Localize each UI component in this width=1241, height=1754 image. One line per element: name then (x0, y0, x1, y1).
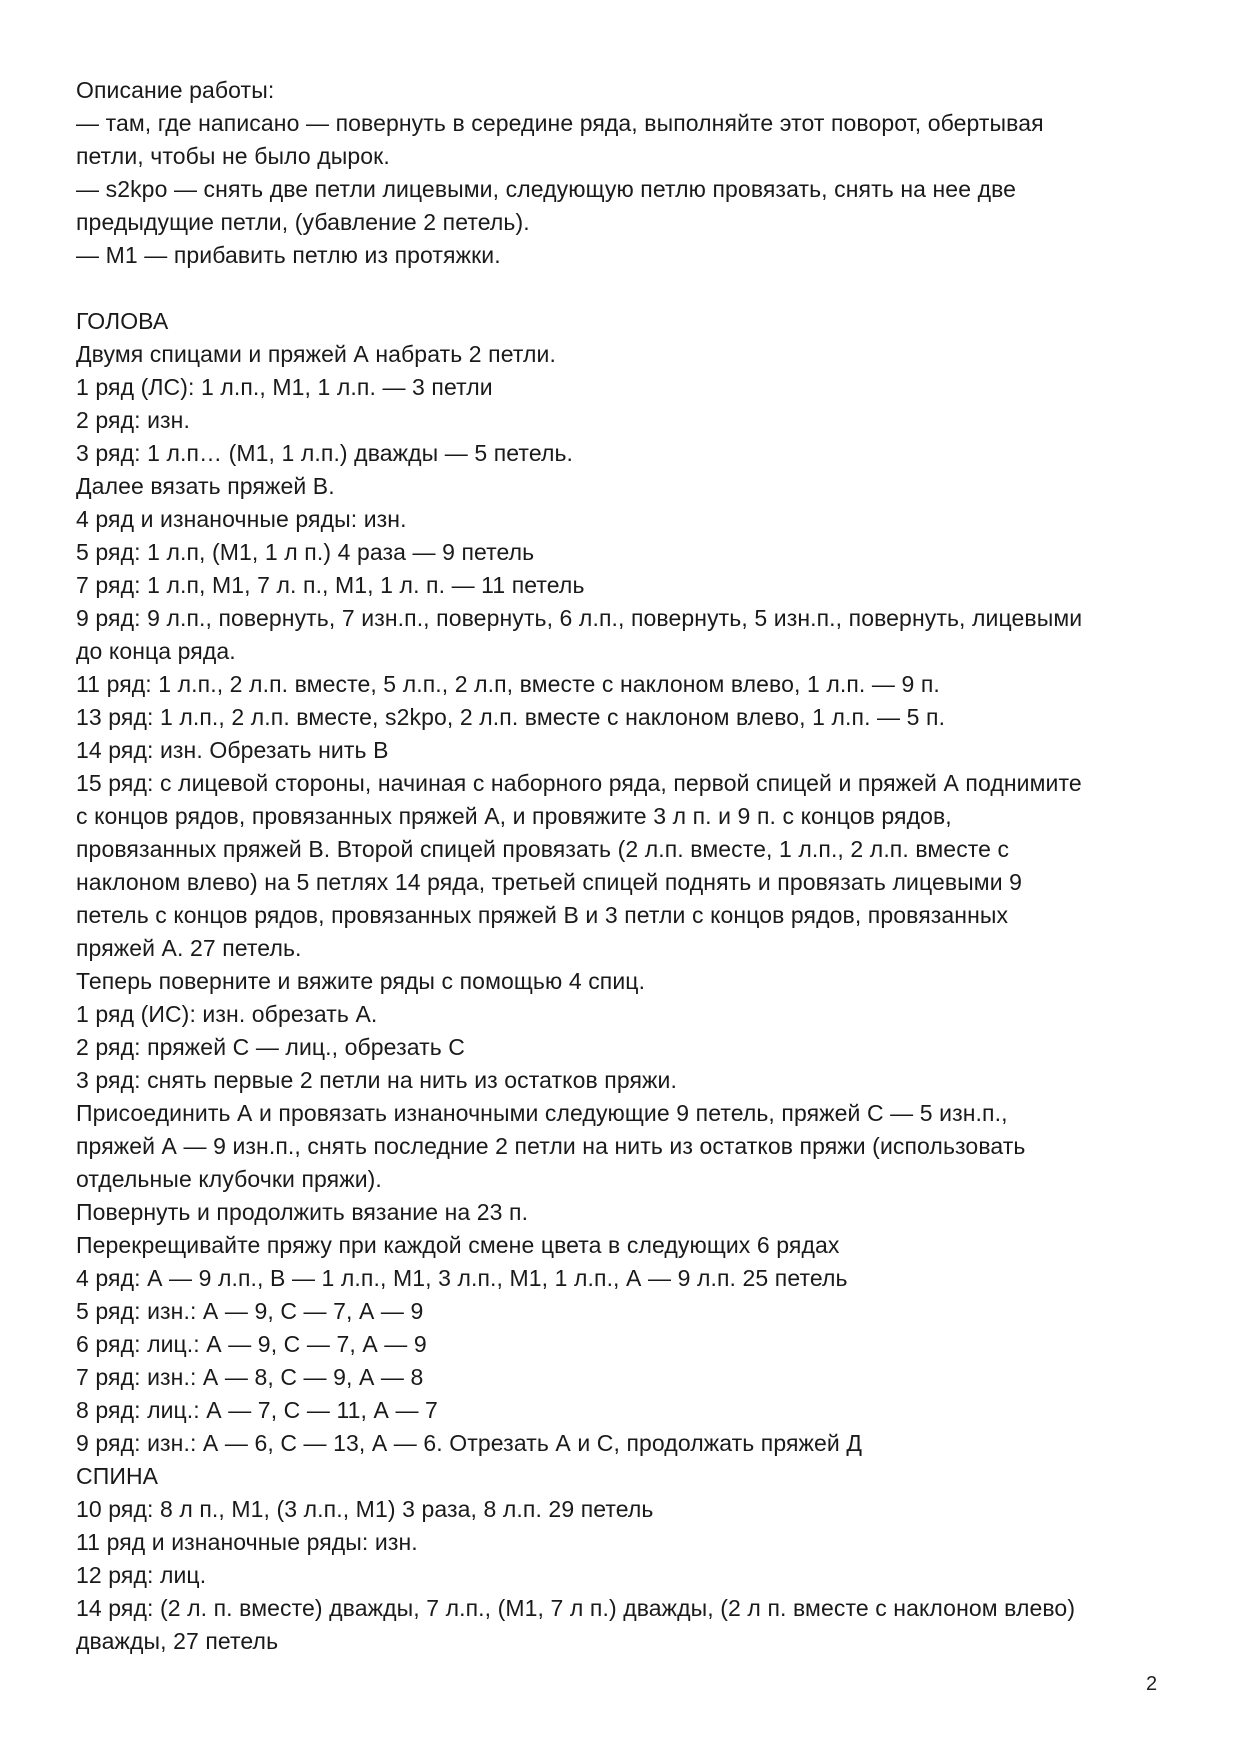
text-line: пряжей А. 27 петель. (76, 935, 302, 961)
text-line: 9 ряд: 9 л.п., повернуть, 7 изн.п., повернуть, 6 л.п., повернуть, 5 изн.п., повернуть, лицевыми (76, 605, 1083, 631)
document-body (76, 74, 1186, 1658)
text-line: дважды, 27 петель (76, 1628, 279, 1654)
text-line: — M1 — прибавить петлю из протяжки. (76, 242, 501, 268)
text-line: Двумя спицами и пряжей А набрать 2 петли. (76, 341, 556, 367)
text-line: 10 ряд: 8 л п., М1, (3 л.п., М1) 3 раза, 8 л.п. 29 петель (76, 1496, 654, 1522)
text-line: 4 ряд: А — 9 л.п., В — 1 л.п., М1, 3 л.п., М1, 1 л.п., А — 9 л.п. 25 петель (76, 1265, 848, 1291)
text-line: 11 ряд: 1 л.п., 2 л.п. вместе, 5 л.п., 2 л.п, вместе с наклоном влево, 1 л.п. — 9 п. (76, 671, 940, 697)
text-line: Повернуть и продолжить вязание на 23 п. (76, 1199, 529, 1225)
text-line: 6 ряд: лиц.: А — 9, С — 7, А — 9 (76, 1331, 427, 1357)
text-line: петель с концов рядов, провязанных пряжей В и 3 петли с концов рядов, провязанных (76, 902, 1009, 928)
text-line: предыдущие петли, (убавление 2 петель). (76, 209, 530, 235)
text-line: петли, чтобы не было дырок. (76, 143, 390, 169)
text-line: провязанных пряжей В. Второй спицей провязать (2 л.п. вместе, 1 л.п., 2 л.п. вместе с (76, 836, 1010, 862)
text-line: 11 ряд и изнаночные ряды: изн. (76, 1529, 418, 1555)
intro-section (76, 74, 1186, 272)
text-line: отдельные клубочки пряжи). (76, 1166, 382, 1192)
text-line: Перекрещивайте пряжу при каждой смене цвета в следующих 6 рядах (76, 1232, 840, 1258)
text-line: Присоединить А и провязать изнаночными следующие 9 петель, пряжей С — 5 изн.п., (76, 1100, 1008, 1126)
text-line: 15 ряд: с лицевой стороны, начиная с наборного ряда, первой спицей и пряжей А поднимите (76, 770, 1082, 796)
text-line: 12 ряд: лиц. (76, 1562, 207, 1588)
text-line: 4 ряд и изнаночные ряды: изн. (76, 506, 407, 532)
section-heading-back: СПИНА (76, 1463, 159, 1489)
text-line: 2 ряд: изн. (76, 407, 190, 433)
text-line: 3 ряд: 1 л.п… (М1, 1 л.п.) дважды — 5 петель. (76, 440, 574, 466)
text-line: 13 ряд: 1 л.п., 2 л.п. вместе, s2kpo, 2 л.п. вместе с наклоном влево, 1 л.п. — 5 п. (76, 704, 946, 730)
page-number: 2 (1146, 1673, 1158, 1695)
section-heading-head: ГОЛОВА (76, 308, 169, 334)
text-line: Далее вязать пряжей В. (76, 473, 335, 499)
text-line: 14 ряд: (2 л. п. вместе) дважды, 7 л.п., (М1, 7 л п.) дважды, (2 л п. вместе с наклоном влево) (76, 1595, 1076, 1621)
text-line: — там, где написано — повернуть в середине ряда, выполняйте этот поворот, обертывая (76, 110, 1044, 136)
text-line: до конца ряда. (76, 638, 236, 664)
text-line: 14 ряд: изн. Обрезать нить В (76, 737, 389, 763)
text-line: 8 ряд: лиц.: А — 7, С — 11, А — 7 (76, 1397, 438, 1423)
text-line: 7 ряд: 1 л.п, М1, 7 л. п., М1, 1 л. п. — 11 петель (76, 572, 585, 598)
text-line: 9 ряд: изн.: А — 6, С — 13, А — 6. Отрезать А и С, продолжать пряжей Д (76, 1430, 863, 1456)
paragraph-spacer (76, 272, 1186, 305)
text-line: Описание работы: (76, 77, 275, 103)
back-section (76, 1460, 1186, 1658)
text-line: 3 ряд: снять первые 2 петли на нить из остатков пряжи. (76, 1067, 677, 1093)
text-line: — s2kpo — снять две петли лицевыми, следующую петлю провязать, снять на нее две (76, 176, 1017, 202)
head-section (76, 305, 1186, 1460)
text-line: пряжей А — 9 изн.п., снять последние 2 петли на нить из остатков пряжи (использовать (76, 1133, 1026, 1159)
text-line: 5 ряд: изн.: А — 9, С — 7, А — 9 (76, 1298, 424, 1324)
text-line: наклоном влево) на 5 петлях 14 ряда, третьей спицей поднять и провязать лицевыми 9 (76, 869, 1023, 895)
text-line: 1 ряд (ЛС): 1 л.п., М1, 1 л.п. — 3 петли (76, 374, 493, 400)
text-line: 7 ряд: изн.: А — 8, С — 9, А — 8 (76, 1364, 424, 1390)
text-line: 2 ряд: пряжей С — лиц., обрезать С (76, 1034, 466, 1060)
text-line: 1 ряд (ИС): изн. обрезать А. (76, 1001, 378, 1027)
text-line: 5 ряд: 1 л.п, (М1, 1 л п.) 4 раза — 9 петель (76, 539, 535, 565)
text-line: Теперь поверните и вяжите ряды с помощью 4 спиц. (76, 968, 646, 994)
text-line: с концов рядов, провязанных пряжей А, и провяжите 3 л п. и 9 п. с концов рядов, (76, 803, 952, 829)
